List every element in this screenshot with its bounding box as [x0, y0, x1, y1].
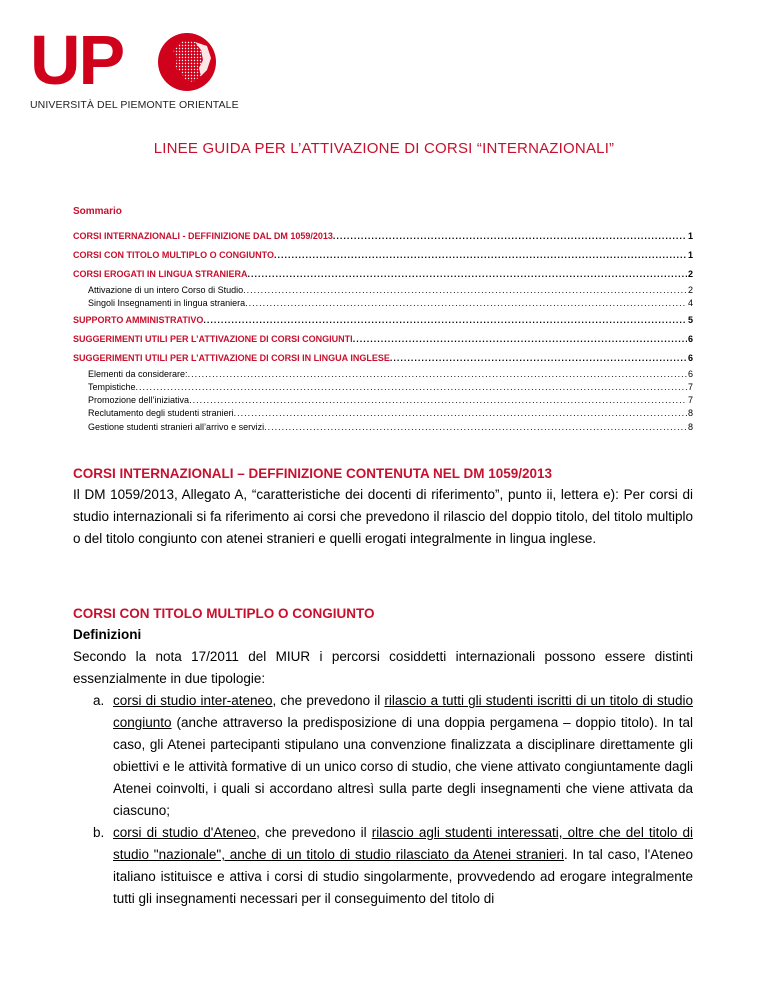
section-intro: Secondo la nota 17/2011 del MIUR i percorsi cosiddetti internazionali possono essere distinti essenzialmente in due tipologie: — [73, 649, 693, 686]
toc-entry[interactable]: SUGGERIMENTI UTILI PER L’ATTIVAZIONE DI CORSI CONGIUNTI ..... 6 — [73, 330, 693, 349]
section-corsi-internazionali — [73, 464, 693, 550]
subsection-heading: Definizioni — [73, 627, 142, 642]
toc-subentry[interactable]: Elementi da considerare: ..... 6 — [73, 368, 693, 381]
toc-subentry[interactable]: Attivazione di un intero Corso di Studio ..... 2 — [73, 284, 693, 297]
document-title: LINEE GUIDA PER L’ATTIVAZIONE DI CORSI “INTERNAZIONALI” — [153, 140, 615, 157]
toc-subentry[interactable]: Tempistiche ..... 7 — [73, 381, 693, 394]
table-of-contents — [73, 206, 693, 434]
toc-subentry[interactable]: Promozione dell’iniziativa ..... 7 — [73, 394, 693, 407]
toc-subentry[interactable]: Reclutamento degli studenti stranieri ..... 8 — [73, 407, 693, 420]
toc-entry[interactable]: SUPPORTO AMMINISTRATIVO ..... 5 — [73, 311, 693, 330]
list-item: b. corsi di studio d'Ateneo, che prevedono il rilascio agli studenti interessati, oltre che del titolo di studio "nazionale", anche di un titolo di studio rilasciato da Atenei stranieri. In tal caso, l'Ateneo italiano istituisce e attiva i corsi di studio singolarmente, provvedendo ad erogare integralmente tutti gli insegnamenti necessari per il conseguimento del titolo di — [93, 825, 693, 906]
section-body: Il DM 1059/2013, Allegato A, “caratteristiche dei docenti di riferimento”, punto ii, lettera e): Per corsi di studio internazionali si fa riferimento ai corsi che prevedono il rilascio del doppio titolo, del titolo multiplo o del titolo congiunto con atenei stranieri e quelli erogati integralmente in lingua inglese. — [73, 487, 693, 546]
university-logo — [30, 21, 239, 111]
toc-subentry[interactable]: Singoli Insegnamenti in lingua straniera ..... 4 — [73, 297, 693, 310]
toc-entry[interactable]: CORSI INTERNAZIONALI - DEFFINIZIONE DAL DM 1059/2013 ..... 1 — [73, 227, 693, 246]
logo-subtitle: UNIVERSITÀ DEL PIEMONTE ORIENTALE — [30, 99, 239, 111]
list-item: a. corsi di studio inter-ateneo, che prevedono il rilascio a tutti gli studenti iscritti di un titolo di studio congiunto (anche attraverso la predisposizione di una doppia pergamena – doppio titolo). In tal caso, gli Atenei partecipanti stipulano una convenzione finalizzata a disciplinare direttamente gli obiettivi e le attività formative di un unico corso di studio, che viene attivato congiuntamente dagli Atenei coinvolti, i quali si accordano altresì sulla parte degli insegnamenti che viene attivata da ciascuno; — [93, 693, 693, 818]
section-titolo-multiplo — [73, 604, 693, 910]
toc-subentry[interactable]: Gestione studenti stranieri all’arrivo e servizi ..... 8 — [73, 421, 693, 434]
piedmont-map-icon — [157, 32, 217, 92]
section-heading: CORSI INTERNAZIONALI – DEFFINIZIONE CONTENUTA NEL DM 1059/2013 — [73, 466, 553, 481]
toc-entry[interactable]: CORSI EROGATI IN LINGUA STRANIERA ..... 2 — [73, 265, 693, 284]
toc-entry[interactable]: CORSI CON TITOLO MULTIPLO O CONGIUNTO ..... 1 — [73, 246, 693, 265]
toc-entry[interactable]: SUGGERIMENTI UTILI PER L’ATTIVAZIONE DI CORSI IN LINGUA INGLESE ..... 6 — [73, 349, 693, 368]
section-heading: CORSI CON TITOLO MULTIPLO O CONGIUNTO — [73, 606, 375, 621]
toc-heading: Sommario — [73, 206, 122, 217]
typology-list — [73, 690, 693, 910]
logo-letters: UP — [30, 21, 124, 99]
